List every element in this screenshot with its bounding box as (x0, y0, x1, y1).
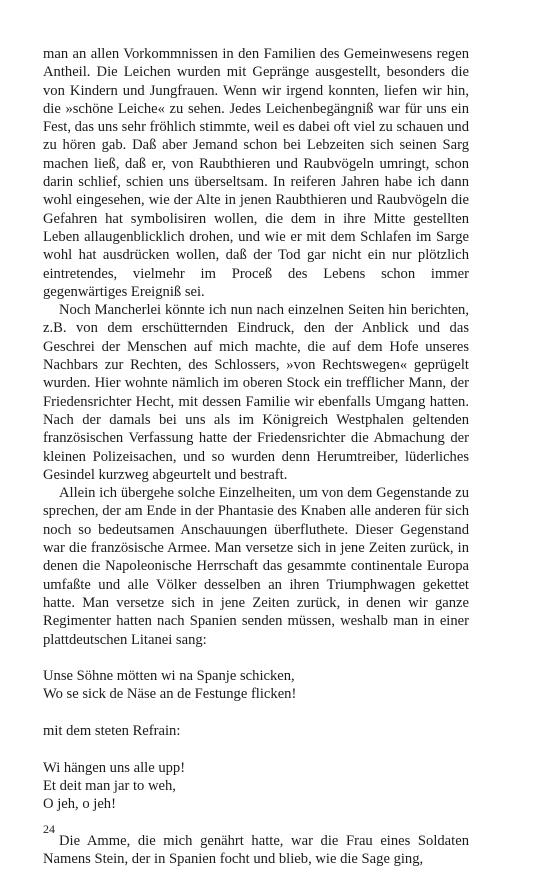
verse-1-line-1: Unse Söhne mötten wi na Spanje schicken, (43, 668, 295, 685)
spacer (43, 740, 469, 758)
closing-paragraph: Die Amme, die mich genährt hatte, war die Frau eines Soldaten Namens Stein, der in Spanien focht und blieb, wie die Sage ging, (43, 832, 469, 868)
spacer (43, 649, 469, 667)
refrain-intro: mit dem steten Refrain: (43, 722, 181, 739)
verse-1-line-2: Wo se sick de Näse an de Festunge flicken! (43, 686, 297, 703)
paragraph-2: Noch Mancherlei könnte ich nun nach einzelnen Seiten hin berichten, z.B. von dem erschütternden Eindruck, den der Anblick und das Geschrei der Menschen auf mich machte, die auf dem Hofe unseres Nachbars zur Rechten, des Schlossers, »von Rechtswegen« geprügelt wurden. Hier wohnte nämlich im oberen Stock ein trefflicher Mann, der Friedensrichter Hecht, mit dessen Familie wir ebenfalls Umgang hatten. Nach der damals bei uns als im Königreich Westphalen geltenden französischen Verfassung hatte der Friedensrichter die Abmachung der kleinen Polizeisachen, und so wurden denn Herumtreiber, lüderliches Gesindel kurzweg abgeurtelt und bestraft. (43, 302, 469, 483)
verse-2-line-3: O jeh, o jeh! (43, 796, 116, 813)
spacer (43, 813, 469, 831)
paragraph-3: Allein ich übergehe solche Einzelheiten, um von dem Gegenstande zu sprechen, der am Ende in der Phantasie des Knaben alle anderen für sich noch so bedeutsamen Anschauungen überfluthete. Dieser Gegenstand war die französische Armee. Man versetze sich in jene Zeiten zurück, in denen die Napoleonische Herrschaft das gesammte continentale Europa umfaßte und alle Völker desselben an ihren Triumphwagen gekettet hatte. Man versetze sich in jene Zeiten zurück, in denen wir ganze Regimenter hatten nach Spanien senden müssen, weshalb man in einer plattdeutschen Litanei sang: (43, 485, 469, 648)
spacer (43, 704, 469, 722)
verse-2-line-1: Wi hängen uns alle upp! (43, 759, 186, 776)
body-text (43, 45, 469, 868)
page-number: 24 (43, 822, 55, 836)
verse-2-line-2: Et deit man jar to weh, (43, 777, 176, 794)
paragraph-1: man an allen Vorkommnissen in den Familien des Gemeinwesens regen Antheil. Die Leichen wurden mit Gepränge ausgestellt, besonders die von Kindern und Jungfrauen. Wenn wir irgend konnten, liefen wir hin, die »schöne Leiche« zu sehen. Jedes Leichenbegängniß war für uns ein Fest, das uns sehr fröhlich stimmte, weil es dabei oft viel zu schauen und zu hören gab. Daß aber Jemand schon bei Lebzeiten sich seinen Sarg machen ließ, daß er, von Raubthieren und Raubvögeln umringt, schon darin schlief, schien uns überseltsam. In reiferen Jahren habe ich dann wohl eingesehen, wie der Alte in jenen Raubthieren und Raubvögeln die Gefahren hat symbolisiren wollen, die dem in ihre Mitte gestellten Leben allaugenblicklich drohen, und wie er mit dem Schlafen im Sarge wohl hat ausdrücken wollen, daß der Tod gar nicht ein nur plötzlich eintretendes, vielmehr im Proceß des Lebens schon immer gegenwärtiges Ereigniß sei. (43, 46, 469, 300)
